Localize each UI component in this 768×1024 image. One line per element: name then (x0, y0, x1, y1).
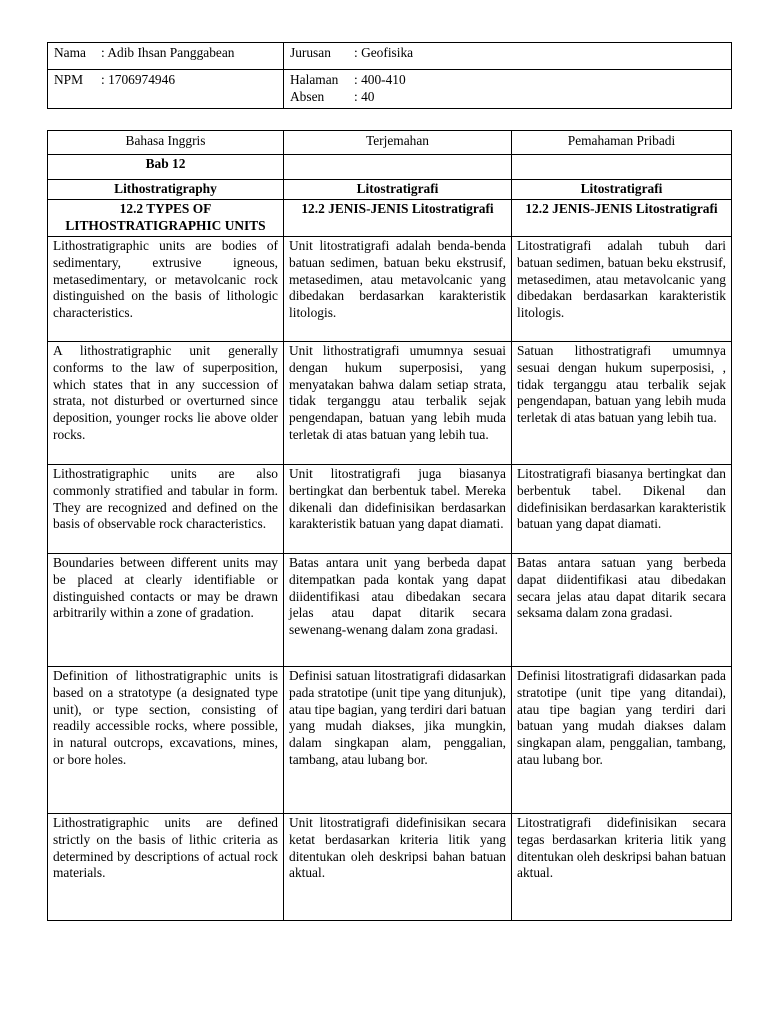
table-row (48, 666, 732, 813)
absen-value: : 40 (354, 88, 375, 104)
row-translation: Batas antara unit yang berbeda dapat ditempatkan pada kontak yang dapat diidentifikasi atau dibedakan secara jelas atau dapat ditarik secara sewenang-wenang dalam zona gradasi. (284, 553, 512, 666)
header-english: Bahasa Inggris (48, 131, 284, 155)
table-row (48, 553, 732, 666)
subsection-translation: 12.2 JENIS-JENIS Litostratigrafi (284, 199, 512, 236)
row-english: Lithostratigraphic units are also commonly stratified and tabular in form. They are recognized and defined on the basis of observable rock characteristics. (48, 464, 284, 553)
row-english: Boundaries between different units may be placed at clearly identifiable or distinguished contacts or may be drawn arbitrarily within a zone of gradation. (48, 553, 284, 666)
section-translation: Litostratigrafi (284, 180, 512, 200)
table-row (48, 813, 732, 920)
row-translation: Definisi satuan litostratigrafi didasarkan pada stratotipe (unit tipe yang ditunjuk), atau tipe bagian, yang terdiri dari batuan yang mudah diakses, jika mungkin, dalam singkapan alam, penggalian, tambang, atau lubang bor. (284, 666, 512, 813)
row-personal: Batas antara satuan yang berbeda dapat diidentifikasi atau dibedakan secara jelas atau dapat ditarik secara seksama dalam zona gradasi. (512, 553, 732, 666)
chapter-empty-translation (284, 155, 512, 180)
section-row (48, 180, 732, 200)
section-english: Lithostratigraphy (48, 180, 284, 200)
row-translation: Unit litostratigrafi juga biasanya bertingkat dan berbentuk tabel. Mereka dikenali dan didefinisikan berdasarkan karakteristik batuan yang dapat diamati. (284, 464, 512, 553)
halaman-line (290, 72, 725, 89)
jurusan-value: : Geofisika (354, 45, 414, 60)
chapter-empty-personal (512, 155, 732, 180)
nama-cell (48, 43, 284, 70)
row-personal: Litostratigrafi biasanya bertingkat dan berbentuk tabel. Dikenal dan didefinisikan berdasarkan karakteristik batuan yang dapat diamati. (512, 464, 732, 553)
row-english: A lithostratigraphic unit generally conforms to the law of superposition, which states that in any succession of strata, not disturbed or overturned since deposition, younger rocks lie above older rocks. (48, 341, 284, 464)
section-personal: Litostratigrafi (512, 180, 732, 200)
row-translation: Unit lithostratigrafi umumnya sesuai dengan hukum superposisi, yang menyatakan bahwa dalam setiap strata, tidak terganggu atau terbalik sejak pengendapan, batuan yang lebih muda terletak di atas batuan yang lebih tua. (284, 341, 512, 464)
row-english: Definition of lithostratigraphic units is based on a stratotype (a designated type unit), or type section, consisting of readily accessible rocks, where possible, in natural outcrops, excavations, mines, or bore holes. (48, 666, 284, 813)
subsection-row (48, 199, 732, 236)
info-row-1 (48, 43, 732, 70)
chapter-title: Bab 12 (48, 155, 284, 180)
row-translation: Unit litostratigrafi didefinisikan secara ketat berdasarkan kriteria litik yang ditentukan oleh deskripsi bahan batuan aktual. (284, 813, 512, 920)
header-translation: Terjemahan (284, 131, 512, 155)
absen-label: Absen (290, 88, 325, 104)
table-row (48, 341, 732, 464)
npm-value: : 1706974946 (101, 72, 176, 87)
info-row-2 (48, 70, 732, 109)
chapter-row (48, 155, 732, 180)
table-row (48, 464, 732, 553)
table-header-row (48, 131, 732, 155)
row-translation: Unit litostratigrafi adalah benda-benda batuan sedimen, batuan beku ekstrusif, metasedimen, atau metavolcanic yang dibedakan berdasarkan karakteristik litologis. (284, 236, 512, 341)
header-personal: Pemahaman Pribadi (512, 131, 732, 155)
row-personal: Satuan lithostratigrafi umumnya sesuai dengan hukum superposisi, , tidak terganggu atau terbalik sejak pengendapan, batuan yang lebih muda terletak di atas batuan yang lebih tua. (512, 341, 732, 464)
nama-value: : Adib Ihsan Panggabean (101, 45, 235, 60)
nama-label: Nama (54, 45, 86, 60)
halaman-value: : 400-410 (354, 72, 406, 87)
table-row (48, 236, 732, 341)
student-info-table (47, 42, 732, 109)
npm-label: NPM (54, 72, 84, 87)
row-english: Lithostratigraphic units are defined strictly on the basis of lithic criteria as determined by descriptions of actual rock materials. (48, 813, 284, 920)
halaman-absen-cell (284, 70, 732, 109)
subsection-english: 12.2 TYPES OF LITHOSTRATIGRAPHIC UNITS (48, 199, 284, 236)
absen-line (290, 89, 725, 106)
jurusan-cell (284, 43, 732, 70)
row-personal: Definisi litostratigrafi didasarkan pada stratotipe (unit tipe yang ditandai), atau tipe bagian yang terdiri dari batuan yang mudah diakses dalam singkapan alam, penggalian, tambang, atau lubang bor. (512, 666, 732, 813)
row-personal: Litostratigrafi didefinisikan secara tegas berdasarkan kriteria litik yang ditentukan oleh deskripsi bahan batuan aktual. (512, 813, 732, 920)
halaman-label: Halaman (290, 72, 339, 87)
npm-cell (48, 70, 284, 109)
row-english: Lithostratigraphic units are bodies of sedimentary, extrusive igneous, metasedimentary, or metavolcanic rock distinguished on the basis of lithologic characteristics. (48, 236, 284, 341)
jurusan-label: Jurusan (290, 45, 331, 60)
subsection-personal: 12.2 JENIS-JENIS Litostratigrafi (512, 199, 732, 236)
translation-table (47, 130, 732, 921)
row-personal: Litostratigrafi adalah tubuh dari batuan sedimen, batuan beku ekstrusif, metasedimen, atau metavolcanic yang dibedakan berdasarkan karakteristik litologis. (512, 236, 732, 341)
